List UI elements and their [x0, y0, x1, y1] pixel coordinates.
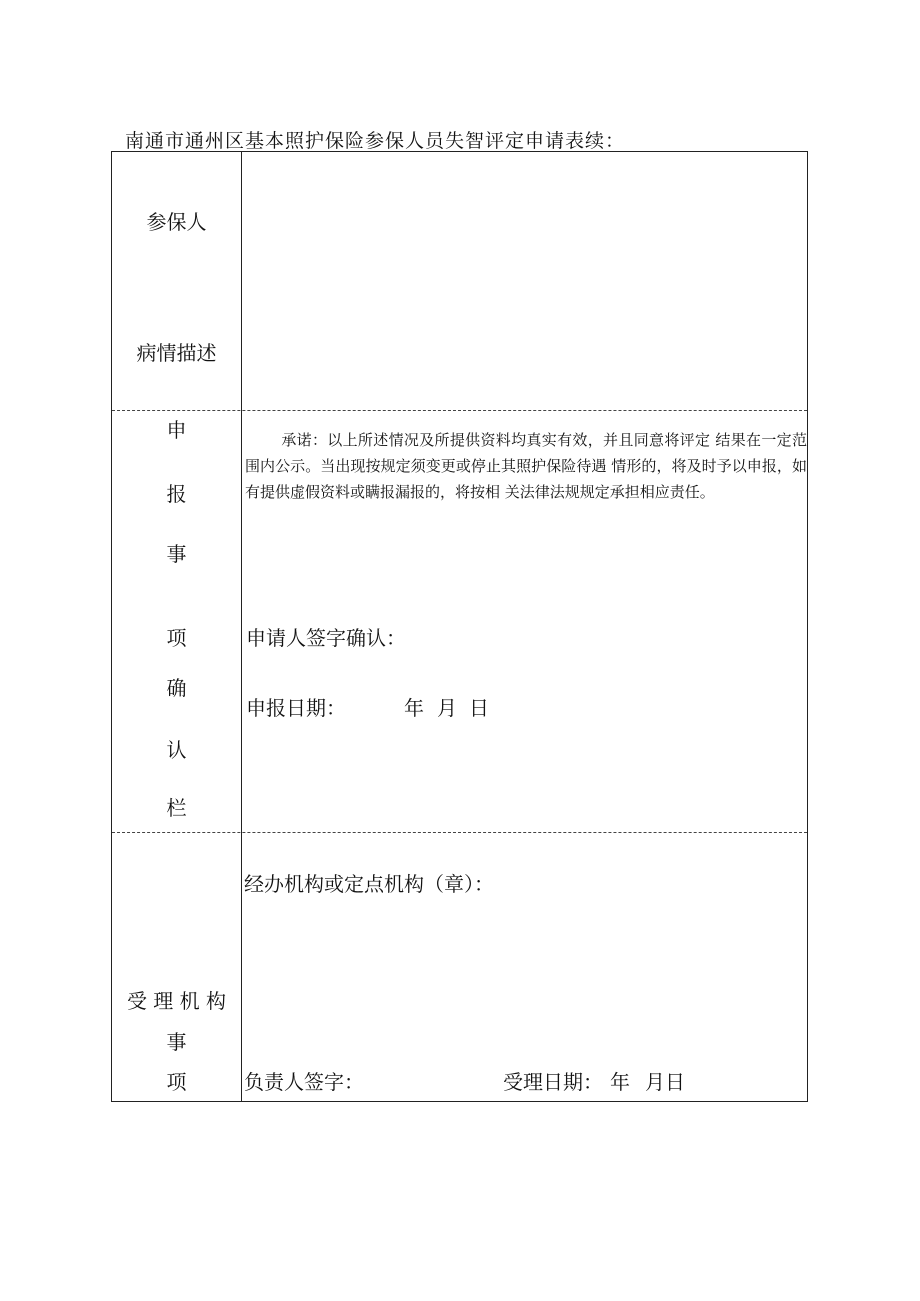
acceptance-date-label: 受理日期： [503, 1070, 603, 1094]
declaration-date-month: 月 [437, 696, 457, 720]
acceptance-label-line1: 受 理 机 构 [126, 989, 227, 1013]
application-form-table [111, 151, 808, 1102]
row-divider-1 [112, 410, 807, 411]
declaration-label-char-2: 报 [166, 482, 187, 506]
declaration-label-char-3: 事 [166, 542, 187, 566]
declaration-label-char-4: 项 [166, 626, 187, 650]
row-divider-2 [112, 832, 807, 833]
column-divider [241, 152, 242, 1101]
declaration-label-char-6: 认 [166, 738, 187, 762]
acceptance-date-year: 年 [610, 1070, 630, 1094]
document-title: 南通市通州区基本照护保险参保人员失智评定申请表续： [125, 130, 626, 152]
acceptance-date-month-day: 月日 [645, 1070, 685, 1094]
declaration-label-char-7: 栏 [166, 796, 187, 820]
acceptance-label-line3: 项 [166, 1070, 187, 1094]
responsible-person-signature-label: 负责人签字： [244, 1070, 364, 1094]
declaration-date-year: 年 [404, 696, 424, 720]
acceptance-label-line2: 事 [166, 1030, 187, 1054]
declaration-label-char-1: 申 [166, 418, 187, 442]
declaration-date-day: 日 [469, 696, 489, 720]
pledge-text: 承诺：以上所述情况及所提供资料均真实有效，并且同意将评定 结果在一定范围内公示。当出现按规定须变更或停止其照护保险待遇 情形的，将及时予以申报，如有提供虚假资料或瞒报漏报的，将按相 关法律法规规定承担相应责任。 [245, 431, 807, 501]
condition-label-line1: 参保人 [146, 210, 207, 234]
condition-label-line2: 病情描述 [136, 341, 217, 365]
applicant-signature-label: 申请人签字确认： [246, 626, 406, 650]
pledge-paragraph [245, 427, 807, 505]
agency-seal-label: 经办机构或定点机构（章）： [244, 872, 494, 896]
declaration-label-char-5: 确 [166, 676, 187, 700]
declaration-date-label: 申报日期： [246, 696, 346, 720]
condition-description-field[interactable] [243, 154, 805, 408]
